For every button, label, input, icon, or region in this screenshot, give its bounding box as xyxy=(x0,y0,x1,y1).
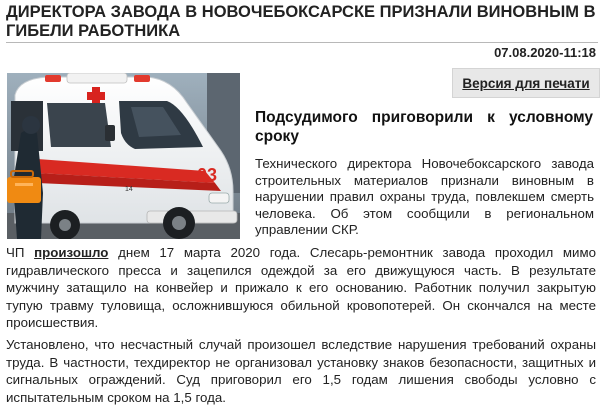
van-number: 03 xyxy=(197,165,218,185)
article-subheadline: Подсудимого приговорили к условному сроку xyxy=(255,109,593,145)
van-side-number: 14 xyxy=(125,186,133,193)
article-paragraph-2: Установлено, что несчастный случай произошел вследствие нарушения требований охраны труда. В частности, техдиректор не организовал установку знаков безопасности, защитных и сигнальных ограждений. Суд приговорил его 1,5 годам лишения свободы условно с испытательным сроком на 1,5 года. xyxy=(6,337,596,405)
paragraph-1-prefix: ЧП xyxy=(6,245,35,260)
article-headline: ДИРЕКТОРА ЗАВОДА В НОВОЧЕБОКСАРСКЕ ПРИЗНАЛИ ВИНОВНЫМ В ГИБЕЛИ РАБОТНИКА xyxy=(6,3,596,40)
headline-divider xyxy=(6,42,598,43)
publish-date: 07.08.2020-11:18 xyxy=(494,45,596,60)
paragraph-1-text: днем 17 марта 2020 года. Слесарь-ремонтник завода проходил мимо гидравлического пресса и зацепился одеждой за его движущуюся часть. В результате мужчину затащило на конвейер и прижало к его основанию. Работник получил закрытую тупую травму туловища, осложнившуюся обильной кровопотерей. Он скончался на месте происшествия. xyxy=(6,245,596,330)
print-version-button[interactable]: Версия для печати xyxy=(452,68,600,98)
article-paragraph-1 xyxy=(6,244,596,332)
ambulance-photo xyxy=(7,73,240,239)
article-lead: Технического директора Новочебоксарского завода строительных материалов признали виновным в нарушении правил охраны труда, повлекшем смерть человека. Об этом сообщили в региональном управлении СКР. xyxy=(255,156,594,237)
incident-link[interactable]: произошло xyxy=(34,245,109,260)
